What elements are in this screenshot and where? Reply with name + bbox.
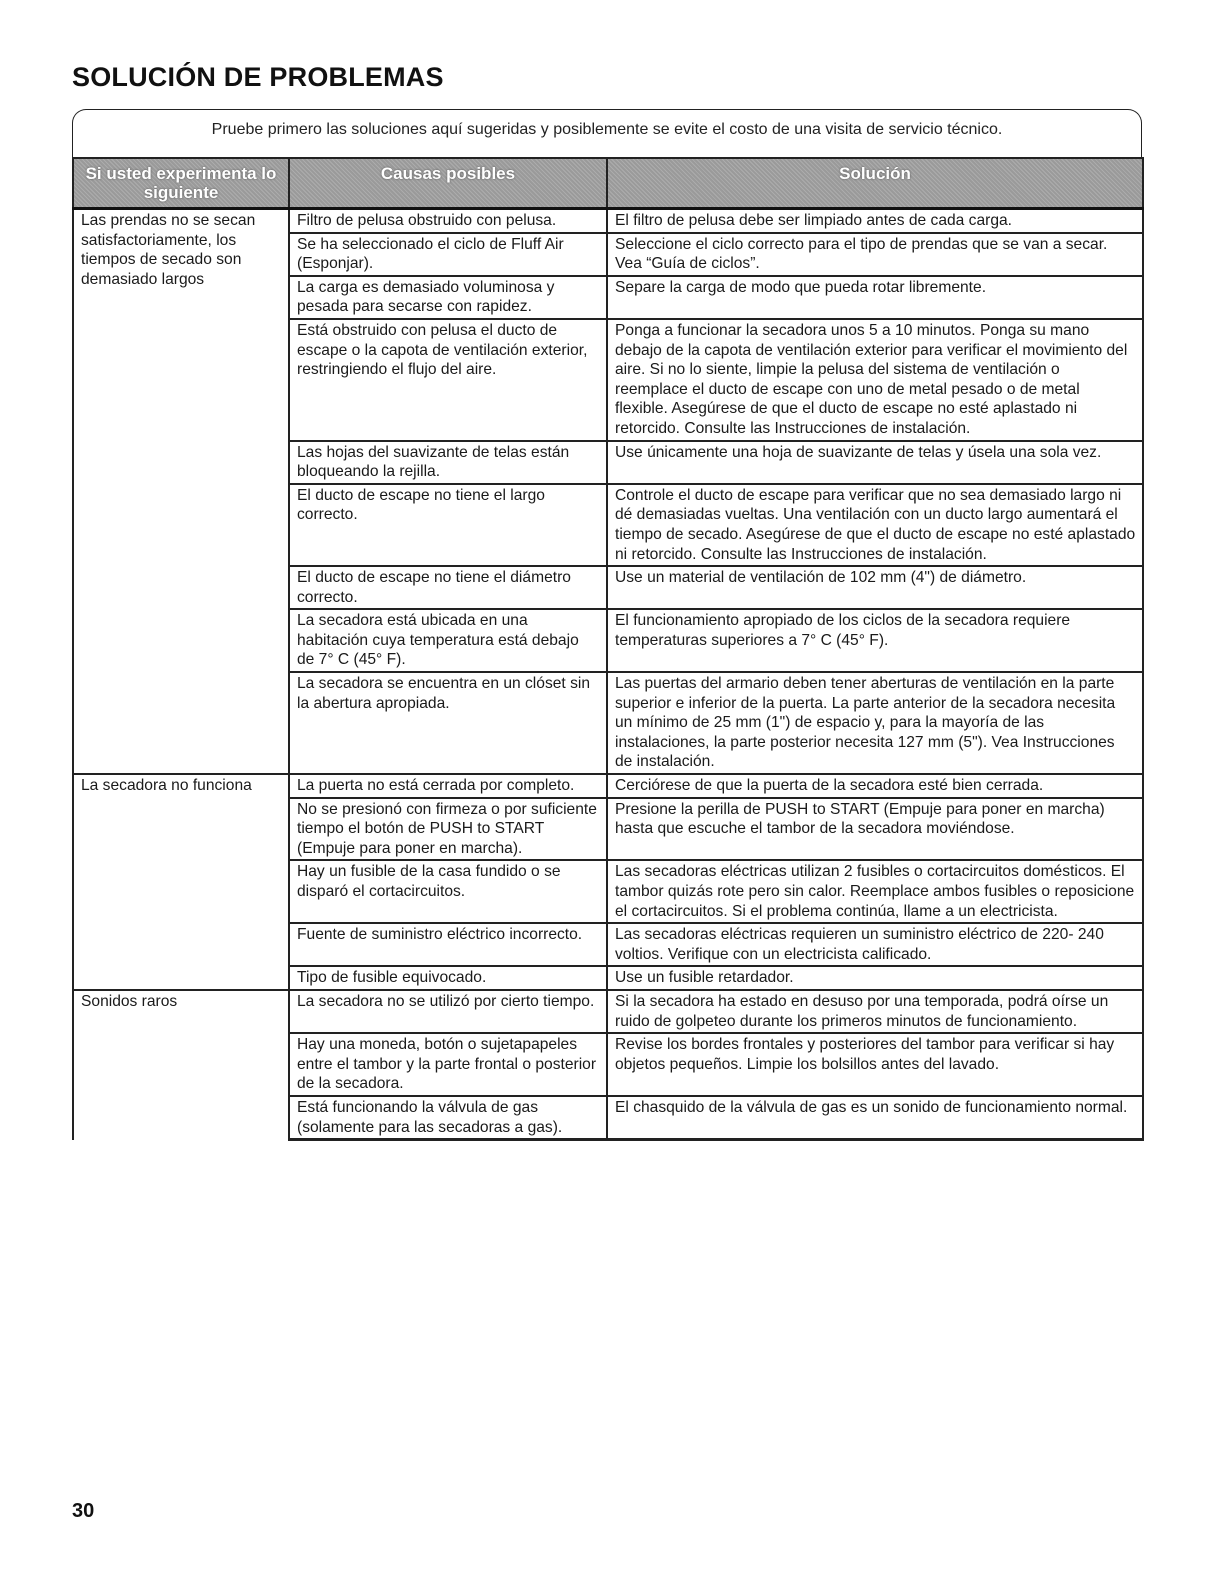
- troubleshooting-table: [72, 157, 1144, 1141]
- solution-cell: Separe la carga de modo que pueda rotar libremente.: [607, 276, 1143, 319]
- solution-cell: El filtro de pelusa debe ser limpiado antes de cada carga.: [607, 209, 1143, 233]
- symptom-cell: Sonidos raros: [73, 990, 289, 1140]
- solution-cell: Las puertas del armario deben tener aberturas de ventilación en la parte superior e inferior de la puerta. La parte anterior de la secadora necesita un mínimo de 25 mm (1") de espacio y, para la mayoría de las instalaciones, la parte posterior necesita 127 mm (5"). Vea Instrucciones de instalación.: [607, 672, 1143, 774]
- solution-cell: Si la secadora ha estado en desuso por una temporada, podrá oírse un ruido de golpeteo durante los primeros minutos de funcionamiento.: [607, 990, 1143, 1033]
- solution-cell: Use un fusible retardador.: [607, 966, 1143, 990]
- solution-cell: Las secadoras eléctricas requieren un suministro eléctrico de 220- 240 voltios. Verifique con un electricista calificado.: [607, 923, 1143, 966]
- solution-cell: Use únicamente una hoja de suavizante de telas y úsela una sola vez.: [607, 441, 1143, 484]
- solution-cell: El funcionamiento apropiado de los ciclos de la secadora requiere temperaturas superiores a 7° C (45° F).: [607, 609, 1143, 672]
- cause-cell: No se presionó con firmeza o por suficiente tiempo el botón de PUSH to START (Empuje para poner en marcha).: [289, 798, 607, 861]
- solution-cell: Ponga a funcionar la secadora unos 5 a 10 minutos. Ponga su mano debajo de la capota de ventilación exterior para verificar el movimiento del aire. Si no lo siente, limpie la pelusa del sistema de ventilación o reemplace el ducto de escape con uno de metal pesado o de metal flexible. Asegúrese de que el ducto de escape no esté aplastado ni retorcido. Consulte las Instrucciones de instalación.: [607, 319, 1143, 441]
- header-solution: Solución: [607, 158, 1143, 209]
- solution-cell: Use un material de ventilación de 102 mm (4") de diámetro.: [607, 566, 1143, 609]
- symptom-cell: La secadora no funciona: [73, 774, 289, 990]
- table-body: [73, 209, 1143, 1140]
- cause-cell: Tipo de fusible equivocado.: [289, 966, 607, 990]
- cause-cell: La carga es demasiado voluminosa y pesada para secarse con rapidez.: [289, 276, 607, 319]
- solution-cell: El chasquido de la válvula de gas es un sonido de funcionamiento normal.: [607, 1096, 1143, 1140]
- cause-cell: La puerta no está cerrada por completo.: [289, 774, 607, 798]
- cause-cell: Hay un fusible de la casa fundido o se disparó el cortacircuitos.: [289, 860, 607, 923]
- cause-cell: El ducto de escape no tiene el largo correcto.: [289, 484, 607, 566]
- cause-cell: Está obstruido con pelusa el ducto de escape o la capota de ventilación exterior, restringiendo el flujo del aire.: [289, 319, 607, 441]
- table-row: [73, 209, 1143, 233]
- header-cause: Causas posibles: [289, 158, 607, 209]
- solution-cell: Seleccione el ciclo correcto para el tipo de prendas que se van a secar. Vea “Guía de ciclos”.: [607, 233, 1143, 276]
- cause-cell: Fuente de suministro eléctrico incorrecto.: [289, 923, 607, 966]
- solution-cell: Cerciórese de que la puerta de la secadora esté bien cerrada.: [607, 774, 1143, 798]
- solution-cell: Revise los bordes frontales y posteriores del tambor para verificar si hay objetos pequeños. Limpie los bolsillos antes del lavado.: [607, 1033, 1143, 1096]
- cause-cell: Filtro de pelusa obstruido con pelusa.: [289, 209, 607, 233]
- header-symptom: Si usted experimenta lo siguiente: [73, 158, 289, 209]
- table-header: [73, 158, 1143, 209]
- cause-cell: La secadora no se utilizó por cierto tiempo.: [289, 990, 607, 1033]
- page-title: SOLUCIÓN DE PROBLEMAS: [72, 62, 444, 92]
- cause-cell: Hay una moneda, botón o sujetapapeles entre el tambor y la parte frontal o posterior de la secadora.: [289, 1033, 607, 1096]
- symptom-cell: Las prendas no se secan satisfactoriamente, los tiempos de secado son demasiado largos: [73, 209, 289, 775]
- solution-cell: Presione la perilla de PUSH to START (Empuje para poner en marcha) hasta que escuche el tambor de la secadora moviéndose.: [607, 798, 1143, 861]
- cause-cell: La secadora se encuentra en un clóset sin la abertura apropiada.: [289, 672, 607, 774]
- cause-cell: La secadora está ubicada en una habitación cuya temperatura está debajo de 7° C (45° F).: [289, 609, 607, 672]
- cause-cell: Está funcionando la válvula de gas (solamente para las secadoras a gas).: [289, 1096, 607, 1140]
- solution-cell: Las secadoras eléctricas utilizan 2 fusibles o cortacircuitos domésticos. El tambor quizás rote pero sin calor. Reemplace ambos fusibles o reposicione el cortacircuitos. Si el problema continúa, llame a un electricista.: [607, 860, 1143, 923]
- cause-cell: Se ha seleccionado el ciclo de Fluff Air (Esponjar).: [289, 233, 607, 276]
- table-row: [73, 774, 1143, 798]
- table-row: [73, 990, 1143, 1033]
- intro-text: Pruebe primero las soluciones aquí sugeridas y posiblemente se evite el costo de una visita de servicio técnico.: [211, 121, 1003, 138]
- cause-cell: Las hojas del suavizante de telas están bloqueando la rejilla.: [289, 441, 607, 484]
- cause-cell: El ducto de escape no tiene el diámetro correcto.: [289, 566, 607, 609]
- solution-cell: Controle el ducto de escape para verificar que no sea demasiado largo ni dé demasiadas vueltas. Una ventilación con un ducto largo aumentará el tiempo de secado. Asegúrese de que el ducto de escape no esté aplastado ni retorcido. Consulte las Instrucciones de instalación.: [607, 484, 1143, 566]
- page-number: 30: [72, 1500, 95, 1522]
